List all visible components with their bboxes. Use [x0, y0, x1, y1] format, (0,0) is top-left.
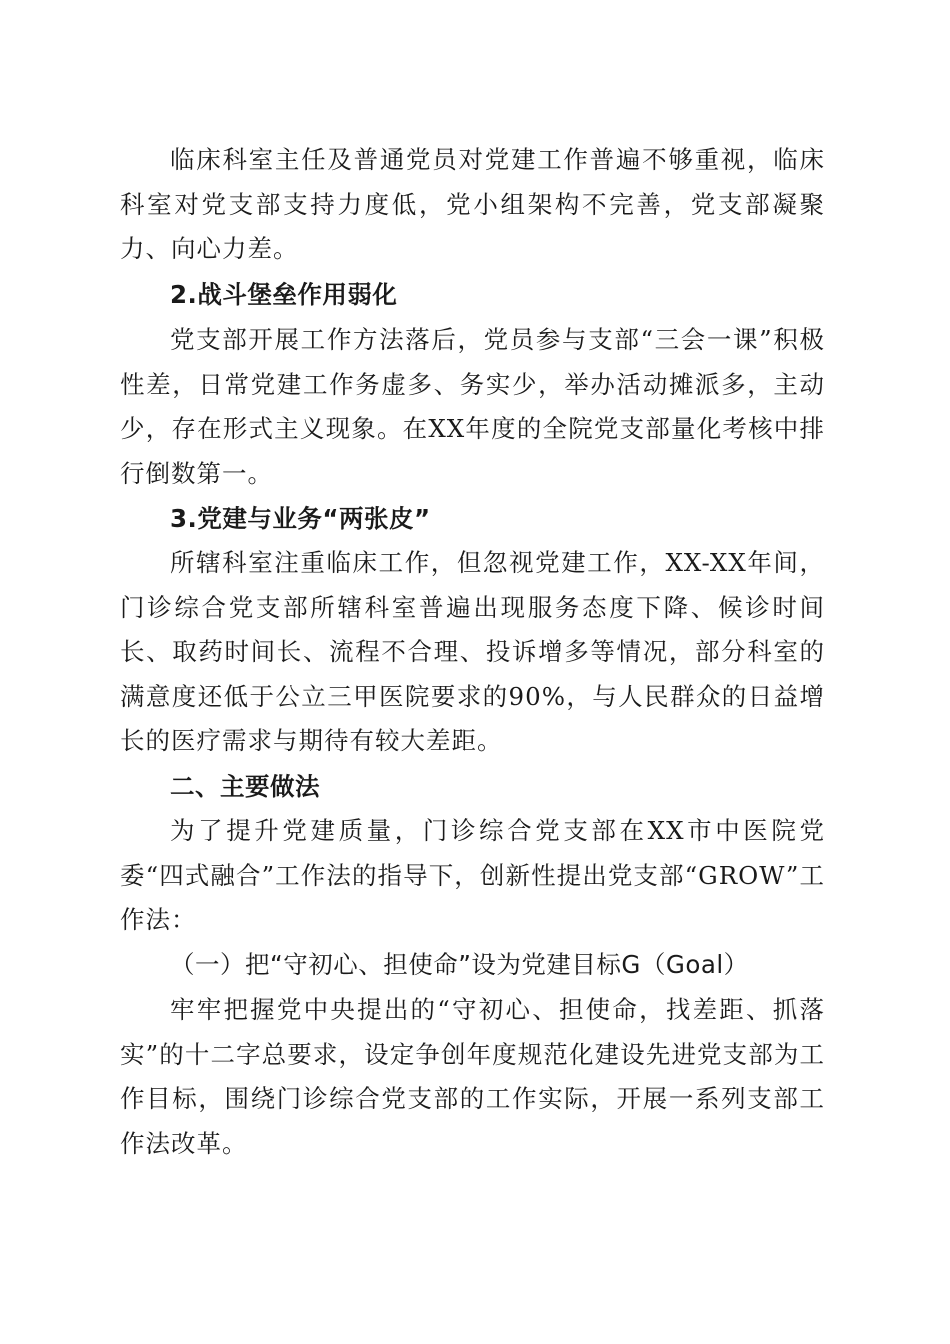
heading-two-skins: 3.党建与业务“两张皮”	[170, 504, 431, 533]
heading-main-practices: 二、主要做法	[170, 772, 320, 801]
paragraph-goal: 牢牢把握党中央提出的“守初心、担使命，找差距、抓落实”的十二字总要求，设定争创年度规范化建设先进党支部为工作目标，围绕门诊综合党支部的工作实际，开展一系列支部工作法改革。	[120, 995, 825, 1158]
paragraph-grow-method: 为了提升党建质量，门诊综合党支部在XX市中医院党委“四式融合”工作法的指导下，创新性提出党支部“GROW”工作法：	[120, 816, 825, 934]
heading-goal: （一）把“守初心、担使命”设为党建目标G（Goal）	[170, 950, 749, 979]
paragraph-two-skins: 所辖科室注重临床工作，但忽视党建工作，XX-XX年间，门诊综合党支部所辖科室普遍出现服务态度下降、候诊时间长、取药时间长、流程不合理、投诉增多等情况，部分科室的满意度还低于公立三甲医院要求的90%，与人民群众的日益增长的医疗需求与期待有较大差距。	[120, 548, 825, 755]
paragraph-branch-weakness: 临床科室主任及普通党员对党建工作普遍不够重视，临床科室对党支部支持力度低，党小组架构不完善，党支部凝聚力、向心力差。	[120, 145, 825, 263]
paragraph-fortress-weakened: 党支部开展工作方法落后，党员参与支部“三会一课”积极性差，日常党建工作务虚多、务实少，举办活动摊派多，主动少，存在形式主义现象。在XX年度的全院党支部量化考核中排行倒数第一。	[120, 325, 825, 488]
heading-fortress-weakened: 2.战斗堡垒作用弱化	[170, 280, 398, 309]
